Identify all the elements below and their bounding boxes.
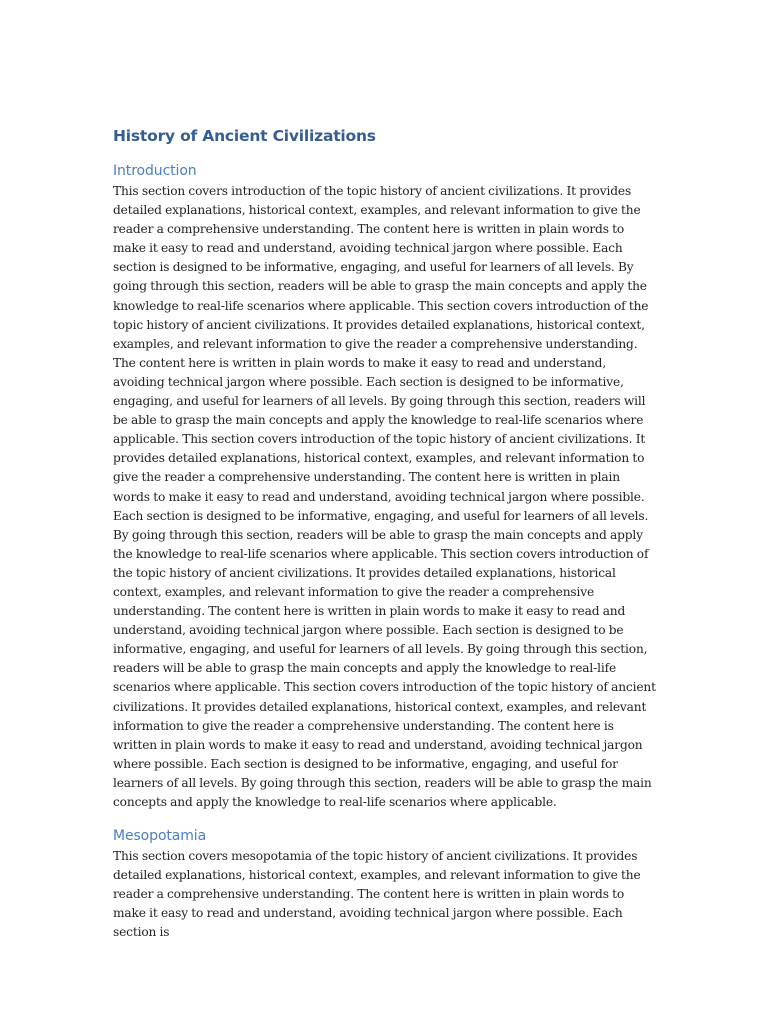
section-body-introduction: This section covers introduction of the topic history of ancient civilizations. It provides detailed explanations, historical context, examples, and relevant information to give the reader a comprehensive understanding. The content here is written in plain words to make it easy to read and understand, avoiding technical jargon where possible. Each section is designed to be informative, engaging, and useful for learners of all levels. By going through this section, readers will be able to grasp the main concepts and apply the knowledge to real-life scenarios where applicable. This section covers introduction of the topic history of ancient civilizations. It provides detailed explanations, historical context, examples, and relevant information to give the reader a comprehensive understanding. The content here is written in plain words to make it easy to read and understand, avoiding technical jargon where possible. Each section is designed to be informative, engaging, and useful for learners of all levels. By going through this section, readers will be able to grasp the main concepts and apply the knowledge to real-life scenarios where applicable. This section covers introduction of the topic history of ancient civilizations. It provides detailed explanations, historical context, examples, and relevant information to give the reader a comprehensive understanding. The content here is written in plain words to make it easy to read and understand, avoiding technical jargon where possible. Each section is designed to be informative, engaging, and useful for learners of all levels. By going through this section, readers will be able to grasp the main concepts and apply the knowledge to real-life scenarios where applicable. This section covers introduction of the topic history of ancient civilizations. It provides detailed explanations, historical context, examples, and relevant information to give the reader a comprehensive understanding. The content here is written in plain words to make it easy to read and understand, avoiding technical jargon where possible. Each section is designed to be informative, engaging, and useful for learners of all levels. By going through this section, readers will be able to grasp the main concepts and apply the knowledge to real-life scenarios where applicable. This section covers introduction of the topic history of ancient civilizations. It provides detailed explanations, historical context, examples, and relevant information to give the reader a comprehensive understanding. The content here is written in plain words to make it easy to read and understand, avoiding technical jargon where possible. Each section is designed to be informative, engaging, and useful for learners of all levels. By going through this section, readers will be able to grasp the main concepts and apply the knowledge to real-life scenarios where applicable.	[113, 184, 656, 809]
section-heading-introduction: Introduction	[113, 163, 197, 179]
document-title: History of Ancient Civilizations	[113, 127, 376, 145]
section-body-mesopotamia: This section covers mesopotamia of the topic history of ancient civilizations. It provides detailed explanations, historical context, examples, and relevant information to give the reader a comprehensive understanding. The content here is written in plain words to make it easy to read and understand, avoiding technical jargon where possible. Each section is	[113, 849, 641, 940]
section-heading-mesopotamia: Mesopotamia	[113, 828, 207, 845]
document-content	[113, 118, 659, 943]
